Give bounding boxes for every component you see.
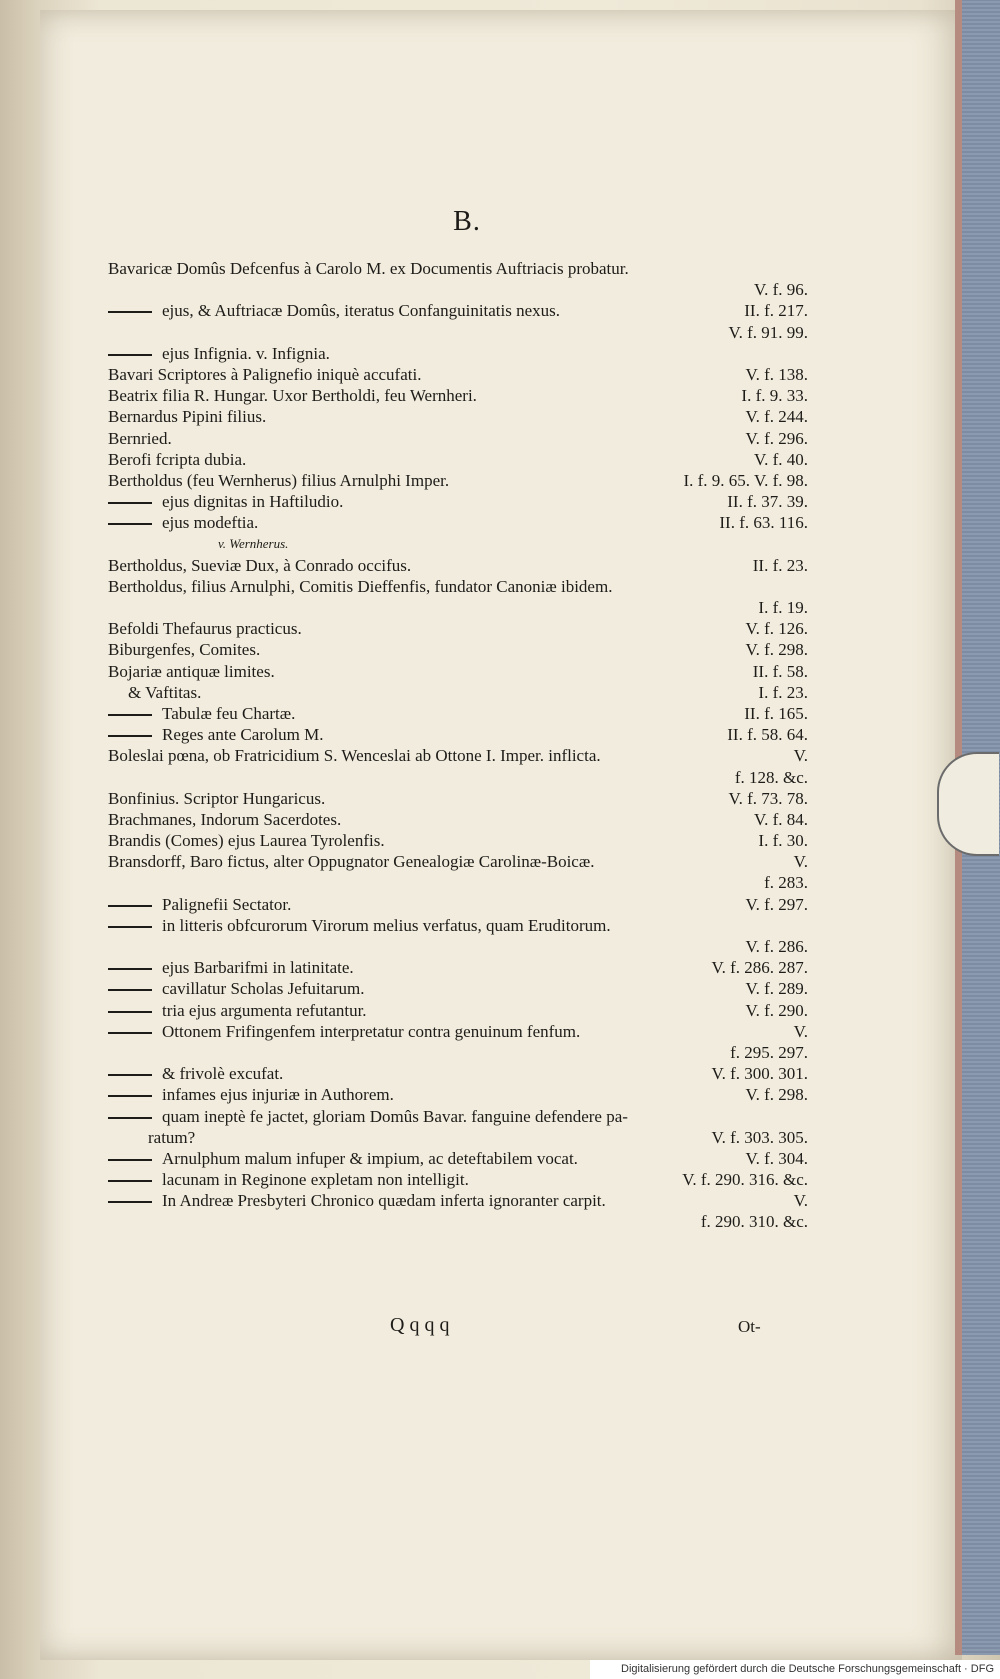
entry-label: Bransdorff, Baro fictus, alter Oppugnator Genealogiæ Carolinæ-Boicæ. (108, 852, 595, 872)
entry-text (108, 449, 246, 470)
signature-mark: Q q q q (390, 1314, 450, 1336)
entry-reference: V. f. 244. (745, 407, 808, 427)
entry-reference: II. f. 217. (744, 301, 808, 321)
repeat-dash (108, 523, 152, 525)
section-heading: B. (453, 206, 481, 237)
entry-label: ejus, & Auftriacæ Domûs, iteratus Confanguinitatis nexus. (162, 301, 561, 321)
entry-reference: V. f. 126. (745, 619, 808, 639)
catchword: Ot- (738, 1317, 761, 1336)
entry-label: Beatrix filia R. Hungar. Uxor Bertholdi, feu Wernheri. (108, 386, 477, 406)
entry-label: Bavari Scriptores à Palignefio iniquè accufati. (108, 364, 422, 384)
entry-reference: V. (793, 1191, 808, 1211)
entry-text (108, 1190, 606, 1211)
entry-text (108, 724, 323, 745)
entry-label: ratum? (148, 1127, 196, 1147)
entry-text (108, 1106, 628, 1127)
index-entry (108, 661, 808, 682)
index-entry (108, 788, 808, 809)
entry-label: In Andreæ Presbyteri Chronico quædam inferta ignoranter carpit. (162, 1191, 606, 1211)
index-entry (108, 1084, 808, 1105)
entry-reference: V. f. 303. 305. (711, 1127, 808, 1147)
entry-label: Boleslai pœna, ob Fratricidium S. Wenceslai ab Ottone I. Imper. inflicta. (108, 746, 601, 766)
index-entry (108, 1190, 808, 1211)
index-entry (108, 1000, 808, 1021)
repeat-dash (108, 1117, 152, 1119)
index-entry (108, 682, 808, 703)
page-footer (0, 1314, 934, 1344)
index-entry (108, 978, 808, 999)
repeat-dash (108, 1159, 152, 1161)
entry-text (128, 682, 201, 703)
entry-label: Bertholdus, filius Arnulphi, Comitis Dieffenfis, fundator Canoniæ ibidem. (108, 576, 613, 596)
entry-text (108, 555, 411, 576)
index-entry (108, 809, 808, 830)
entry-label: & Vaftitas. (128, 682, 202, 702)
entry-label: ejus dignitas in Haftiludio. (162, 492, 344, 512)
index-entry (108, 406, 808, 427)
entry-reference: f. 295. 297. (730, 1042, 808, 1062)
entry-label: Befoldi Thefaurus practicus. (108, 619, 302, 639)
entry-text (148, 1127, 195, 1148)
repeat-dash (108, 926, 152, 928)
entry-label: v. Wernherus. (218, 536, 289, 552)
index-entry (108, 915, 808, 936)
repeat-dash (108, 968, 152, 970)
index-entry (108, 491, 808, 512)
index-entry (108, 894, 808, 915)
index-entry (108, 1063, 808, 1084)
repeat-dash (108, 1074, 152, 1076)
entry-text (108, 851, 594, 872)
index-entry (108, 1042, 808, 1063)
entry-reference: V. f. 40. (754, 449, 808, 469)
repeat-dash (108, 989, 152, 991)
entry-label: Brandis (Comes) ejus Laurea Tyrolenfis. (108, 831, 385, 851)
index-entry (108, 300, 808, 321)
index-entry (108, 724, 808, 745)
entry-reference: V. f. 73. 78. (728, 788, 808, 808)
index-entry (108, 258, 808, 279)
index-entry (108, 279, 808, 300)
index-entry (108, 1106, 808, 1127)
entry-text (108, 385, 477, 406)
repeat-dash (108, 1180, 152, 1182)
index-entry (108, 470, 808, 491)
entry-text (108, 703, 295, 724)
repeat-dash (108, 1032, 152, 1034)
index-entries (108, 258, 808, 1233)
entry-text (108, 957, 354, 978)
index-entry (108, 597, 808, 618)
index-entry (108, 364, 808, 385)
entry-reference: f. 128. &c. (734, 767, 808, 787)
entry-reference: V. f. 286. (745, 937, 808, 956)
entry-reference: II. f. 37. 39. (727, 492, 808, 512)
entry-text (108, 894, 291, 915)
entry-reference: II. f. 23. (752, 555, 808, 575)
repeat-dash (108, 735, 152, 737)
index-entry (108, 533, 808, 554)
index-entry (108, 343, 808, 364)
entry-text (108, 491, 343, 512)
index-entry (108, 1021, 808, 1042)
entry-label: ejus Infignia. v. Infignia. (162, 343, 330, 363)
index-entry (108, 449, 808, 470)
index-entry (108, 1169, 808, 1190)
entry-text (108, 258, 629, 279)
index-entry (108, 745, 808, 766)
entry-reference: f. 283. (764, 873, 808, 893)
entry-label: Bertholdus, Sueviæ Dux, à Conrado occifus. (108, 555, 412, 575)
repeat-dash (108, 1011, 152, 1013)
entry-text (108, 788, 325, 809)
entry-label: in litteris obfcurorum Virorum melius verfatus, quam Eruditorum. (162, 915, 611, 935)
entry-label: Bojariæ antiquæ limites. (108, 661, 275, 681)
entry-text (108, 1021, 580, 1042)
entry-reference: V. f. 138. (745, 364, 808, 384)
entry-text (108, 618, 302, 639)
index-entry (108, 639, 808, 660)
entry-reference: I. f. 9. 33. (741, 386, 808, 406)
entry-text (108, 512, 258, 533)
dfg-notice: Digitalisierung gefördert durch die Deutsche Forschungsgemeinschaft · DFG (590, 1660, 1000, 1679)
index-entry (108, 576, 808, 597)
entry-reference: V. f. 300. 301. (711, 1064, 808, 1084)
entry-reference: V. f. 289. (745, 979, 808, 999)
entry-text (218, 533, 288, 554)
entry-label: Bertholdus (feu Wernherus) filius Arnulphi Imper. (108, 470, 450, 490)
entry-label: Bonfinius. Scriptor Hungaricus. (108, 788, 326, 808)
repeat-dash (108, 1095, 152, 1097)
index-entry (108, 322, 808, 343)
entry-reference: V. f. 84. (754, 809, 808, 829)
entry-label: infames ejus injuriæ in Authorem. (162, 1085, 394, 1105)
entry-text (108, 470, 449, 491)
entry-text (108, 1169, 469, 1190)
index-entry (108, 936, 808, 957)
entry-reference: V. f. 96. (754, 280, 808, 300)
entry-reference: V. f. 286. 287. (711, 958, 808, 978)
entry-reference: V. (793, 746, 808, 766)
index-entry (108, 555, 808, 576)
entry-text (108, 576, 612, 597)
index-entry (108, 872, 808, 893)
entry-reference: II. f. 165. (744, 703, 808, 723)
index-entry (108, 830, 808, 851)
entry-text (108, 343, 330, 364)
entry-reference: V. f. 290. 316. &c. (682, 1170, 808, 1190)
entry-text (108, 1148, 578, 1169)
index-entry (108, 1148, 808, 1169)
entry-text (108, 1084, 394, 1105)
entry-label: Biburgenfes, Comites. (108, 640, 261, 660)
entry-reference: V. f. 304. (745, 1148, 808, 1168)
entry-reference: II. f. 58. (752, 661, 808, 681)
entry-reference: V. f. 91. 99. (728, 322, 808, 342)
entry-label: tria ejus argumenta refutantur. (162, 1000, 367, 1020)
repeat-dash (108, 311, 152, 313)
index-entry (108, 1211, 808, 1232)
entry-text (108, 809, 341, 830)
entry-label: Reges ante Carolum M. (162, 725, 324, 745)
entry-label: Bavaricæ Domûs Defcenfus à Carolo M. ex Documentis Auftriacis probatur. (108, 259, 629, 278)
entry-reference: II. f. 63. 116. (719, 513, 808, 533)
page-tab (937, 752, 999, 856)
entry-text (108, 745, 601, 766)
entry-reference: V. f. 297. (745, 894, 808, 914)
entry-reference: V. f. 296. (745, 428, 808, 448)
index-entry (108, 385, 808, 406)
entry-text (108, 1000, 367, 1021)
entry-text (108, 300, 560, 321)
entry-label: cavillatur Scholas Jefuitarum. (162, 979, 365, 999)
entry-reference: I. f. 30. (758, 831, 808, 851)
entry-label: Brachmanes, Indorum Sacerdotes. (108, 809, 342, 829)
entry-label: Bernried. (108, 428, 172, 448)
entry-reference: V. f. 298. (745, 1085, 808, 1105)
entry-reference: I. f. 19. (758, 598, 808, 617)
entry-label: ejus modeftia. (162, 513, 259, 533)
entry-label: quam ineptè fe jactet, gloriam Domûs Bavar. fanguine defendere pa- (162, 1106, 628, 1126)
repeat-dash (108, 1201, 152, 1203)
index-entry (108, 618, 808, 639)
entry-label: Tabulæ feu Chartæ. (162, 703, 296, 723)
index-entry (108, 512, 808, 533)
entry-reference: I. f. 9. 65. V. f. 98. (683, 470, 808, 490)
entry-reference: V. f. 298. (745, 640, 808, 660)
entry-label: Berofi fcripta dubia. (108, 449, 247, 469)
entry-text (108, 1063, 283, 1084)
repeat-dash (108, 354, 152, 356)
entry-label: & frivolè excufat. (162, 1064, 284, 1084)
entry-text (108, 915, 611, 936)
entry-reference: V. (793, 852, 808, 872)
index-entry (108, 703, 808, 724)
repeat-dash (108, 905, 152, 907)
entry-reference: I. f. 23. (758, 682, 808, 702)
entry-label: Ottonem Frifingenfem interpretatur contra genuinum fenfum. (162, 1021, 581, 1041)
entry-reference: f. 290. 310. &c. (700, 1212, 808, 1232)
entry-label: lacunam in Reginone expletam non intelligit. (162, 1170, 469, 1190)
entry-text (108, 364, 421, 385)
entry-text (108, 661, 275, 682)
entry-label: Bernardus Pipini filius. (108, 407, 267, 427)
index-entry (108, 428, 808, 449)
entry-text (108, 830, 385, 851)
entry-label: ejus Barbarifmi in latinitate. (162, 958, 354, 978)
entry-reference: V. f. 290. (745, 1000, 808, 1020)
repeat-dash (108, 714, 152, 716)
entry-text (108, 978, 365, 999)
entry-label: Arnulphum malum infuper & impium, ac deteftabilem vocat. (162, 1148, 578, 1168)
index-entry (108, 957, 808, 978)
entry-text (108, 428, 172, 449)
index-entry (108, 1127, 808, 1148)
entry-text (108, 639, 260, 660)
index-entry (108, 851, 808, 872)
repeat-dash (108, 502, 152, 504)
entry-reference: V. (793, 1021, 808, 1041)
index-entry (108, 767, 808, 788)
entry-label: Palignefii Sectator. (162, 894, 292, 914)
entry-reference: II. f. 58. 64. (727, 725, 808, 745)
entry-text (108, 406, 266, 427)
